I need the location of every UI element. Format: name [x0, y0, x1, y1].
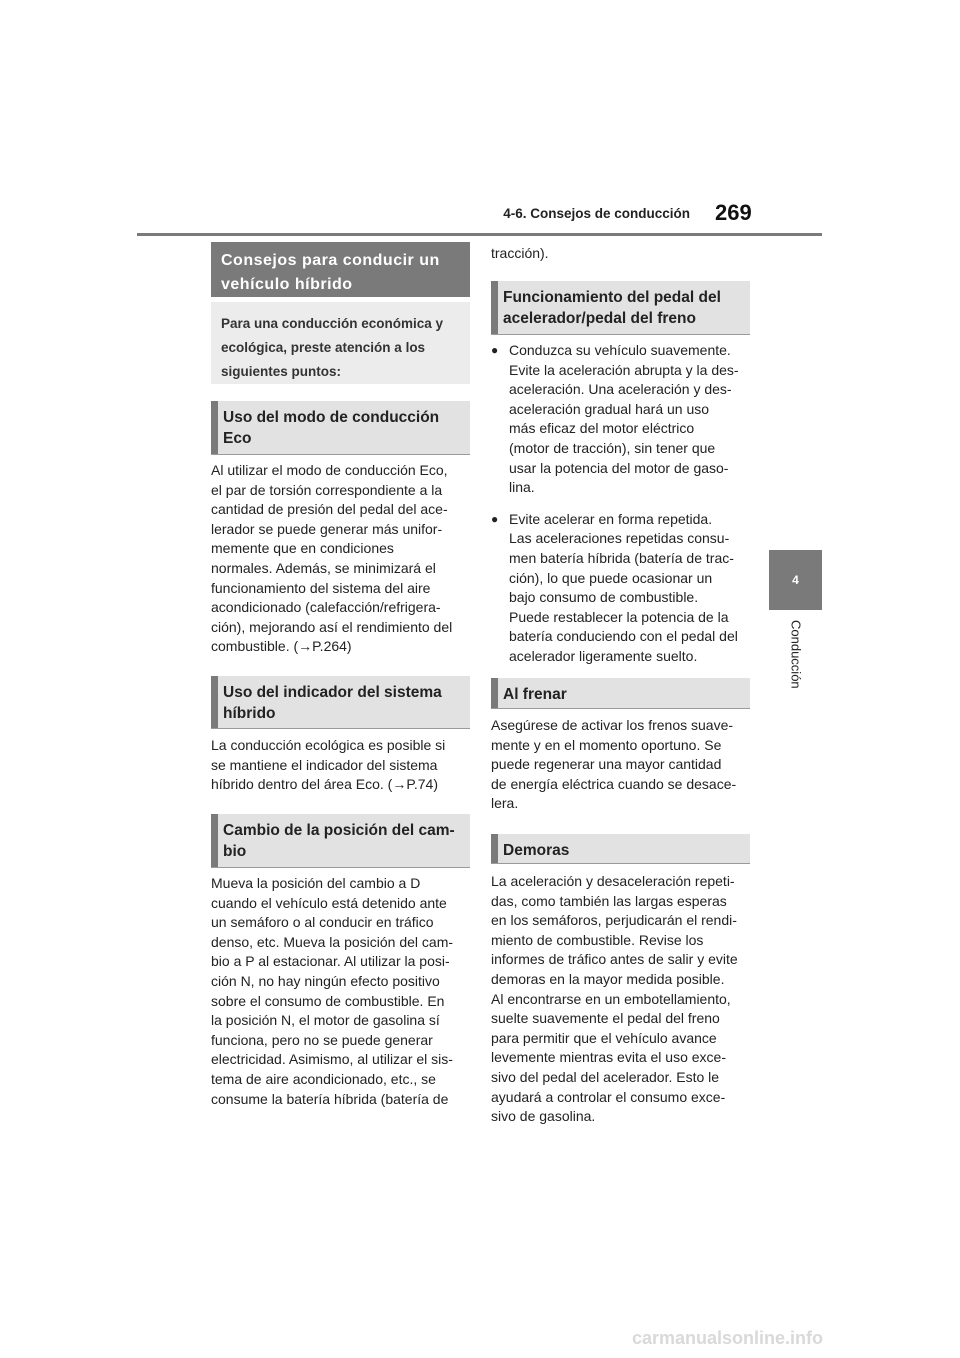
- heading-eco-mode: Uso del modo de conducción Eco: [211, 401, 470, 455]
- pedal-bullet-2: ● Evite acelerar en forma repetida. Las aceleraciones repetidas consu- men batería híbrida (batería de trac- ción), lo que puede ocasionar un bajo consumo de combustible. Puede restablecer la potencia de la batería conduciendo con el pedal del acelerador ligeramente suelto.: [491, 510, 750, 667]
- hybrid-indicator-text: La conducción ecológica es posible si se mantiene el indicador del sistema híbrido dentro del área Eco. (→P.74): [211, 737, 446, 793]
- delays-text: La aceleración y desaceleración repeti- das, como también las largas esperas en los semáforos, perjudicarán el rendi- miento de combustible. Revise los informes de tráfico antes de salir y evite demoras en la mayor medida posible. Al encontrarse en un embotellamiento, suelte suavemente el pedal del freno para permitir que el vehículo avance levemente mientras evita el uso exce- sivo del pedal del acelerador. Esto le ayudará a controlar el consumo exce- sivo de gasolina.: [491, 873, 738, 1125]
- heading-hybrid-indicator: Uso del indicador del sistema híbrido: [211, 676, 470, 729]
- header-divider: [137, 233, 822, 236]
- main-title: Consejos para conducir un vehículo híbrido: [211, 242, 470, 297]
- braking-text: Asegúrese de activar los frenos suave- mente y en el momento oportuno. Se puede regenerar una mayor cantidad de energía eléctrica cuando se desace- lera.: [491, 717, 737, 812]
- section-header: 4-6. Consejos de conducción: [503, 206, 690, 221]
- heading-shift-position: Cambio de la posición del cam-bio: [211, 814, 470, 868]
- chapter-label-text: Conducción: [788, 620, 804, 689]
- intro-box: Para una conducción económica y ecológica, preste atención a los siguientes puntos:: [211, 302, 470, 384]
- chapter-label: [771, 620, 821, 700]
- eco-mode-text: Al utilizar el modo de conducción Eco, el par de torsión correspondiente a la cantidad de presión del pedal del ace- lerador se puede generar más unifor- memente que en condiciones normales. Además, se minimizará el funcionamiento del sistema del aire acondicionado (calefacción/refrigera- ción), mejorando así el rendimiento del combustible. (→P.264): [211, 462, 453, 655]
- shift-position-text: Mueva la posición del cambio a D cuando el vehículo está detenido ante un semáforo o al conducir en tráfico denso, etc. Mueva la posición del cam- bio a P al estacionar. Al utilizar la posi- ción N, no hay ningún efecto positivo sobre el consumo de combustible. En la posición N, el motor de gasolina sí funciona, pero no se puede generar electricidad. Asimismo, al utilizar el sis- tema de aire acondicionado, etc., se consume la batería híbrida (batería de: [211, 875, 454, 1107]
- heading-delays: Demoras: [491, 834, 750, 864]
- pedal-text: [491, 341, 750, 667]
- heading-pedal: Funcionamiento del pedal del acelerador/pedal del freno: [491, 281, 750, 335]
- watermark-text: carmanualsonline.info: [632, 1328, 824, 1348]
- shift-position-continuation: tracción).: [491, 245, 549, 261]
- heading-braking: Al frenar: [491, 678, 750, 709]
- chapter-tab: 4: [769, 550, 822, 610]
- page-number: 269: [715, 200, 752, 225]
- pedal-bullet-1: ● Conduzca su vehículo suavemente. Evite la aceleración abrupta y la des- aceleración. Una aceleración y des- aceleración gradual hará un uso más eficaz del motor eléctrico (motor de tracción), sin tener que usar la potencia del motor de gaso- lina.: [491, 341, 750, 498]
